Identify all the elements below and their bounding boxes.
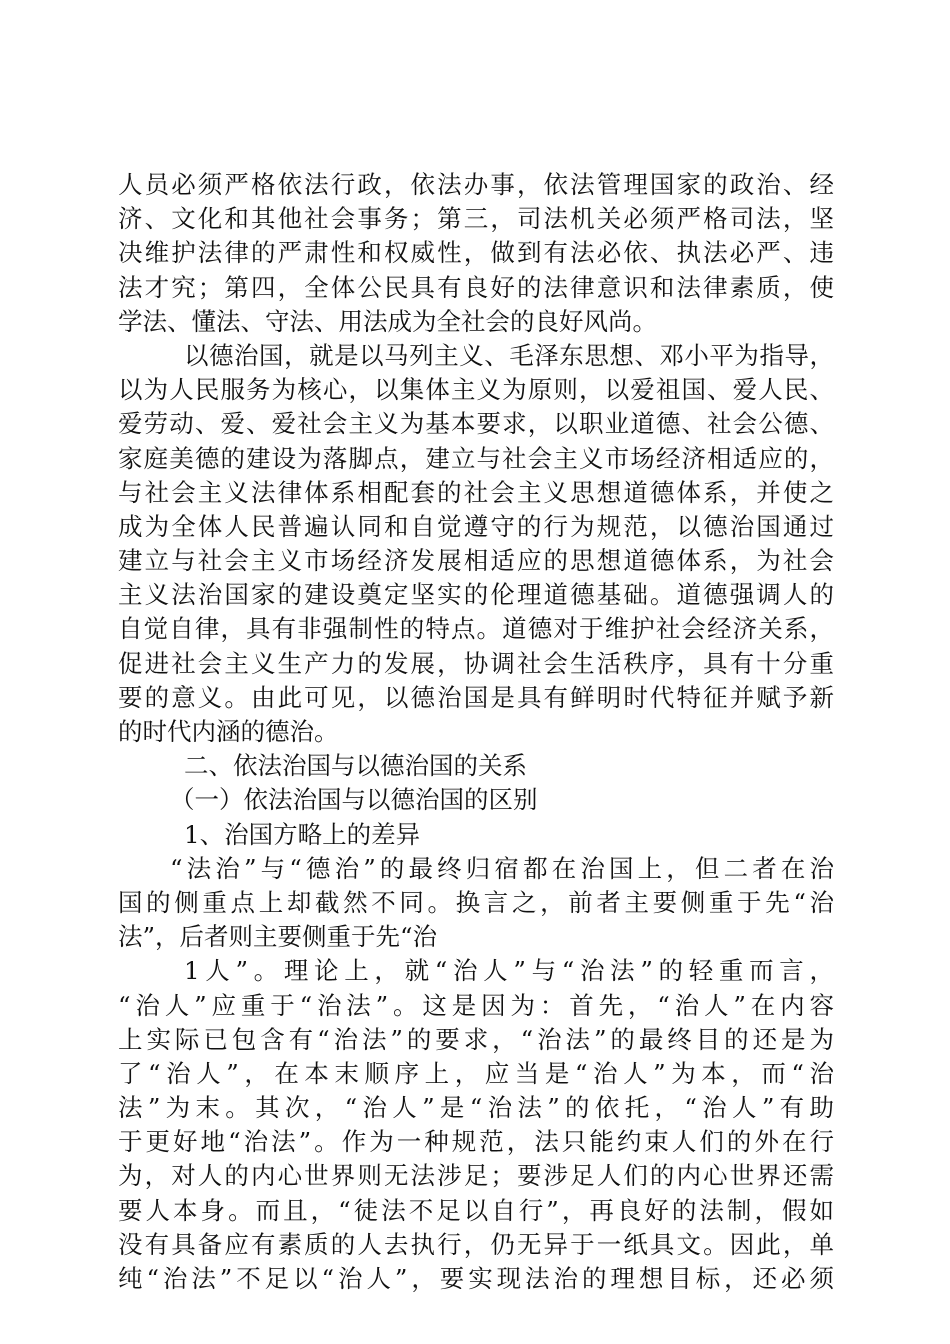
text-line: 法才究；第四，全体公民具有良好的法律意识和法律素质，使: [118, 272, 834, 302]
text-line: 建立与社会主义市场经济发展相适应的思想道德体系，为社会: [118, 546, 834, 576]
text-line: 主义法治国家的建设奠定坚实的伦理道德基础。道德强调人的: [118, 580, 834, 610]
text-line: 以德治国，就是以马列主义、毛泽东思想、邓小平为指导，: [184, 340, 834, 370]
text-line: 法”，后者则主要侧重于先“治: [118, 922, 438, 952]
text-line: 为，对人的内心世界则无法涉足；要涉足人们的内心世界还需: [118, 1161, 834, 1191]
text-line: 国的侧重点上却截然不同。换言之，前者主要侧重于先“治: [118, 887, 834, 917]
text-line: 爱劳动、爱、爱社会主义为基本要求，以职业道德、社会公德、: [118, 409, 834, 439]
text-line: 以为人民服务为核心，以集体主义为原则，以爱祖国、爱人民、: [118, 375, 834, 405]
text-line: 上实际已包含有“治法”的要求，“治法”的最终目的还是为: [118, 1024, 834, 1054]
text-line: 自觉自律，具有非强制性的特点。道德对于维护社会经济关系，: [118, 614, 834, 644]
text-line: 要人本身。而且，“徒法不足以自行”，再良好的法制，假如: [118, 1195, 834, 1225]
text-line: 成为全体人民普遍认同和自觉遵守的行为规范，以德治国通过: [118, 511, 834, 541]
text-line: “法治”与“德治”的最终归宿都在治国上，但二者在治: [170, 853, 834, 883]
text-line: 于更好地“治法”。作为一种规范，法只能约束人们的外在行: [118, 1127, 834, 1157]
text-line: 纯“治法”不足以“治人”，要实现法治的理想目标，还必须: [118, 1264, 834, 1293]
point-heading: 1、治国方略上的差异: [184, 819, 421, 849]
text-line: 没有具备应有素质的人去执行，仍无异于一纸具文。因此，单: [118, 1229, 834, 1259]
text-line: 济、文化和其他社会事务；第三，司法机关必须严格司法，坚: [118, 204, 834, 234]
text-line: 的时代内涵的德治。: [118, 717, 339, 746]
section-heading: 二、依法治国与以德治国的关系: [184, 751, 527, 781]
text-line: 家庭美德的建设为落脚点，建立与社会主义市场经济相适应的，: [118, 443, 834, 473]
text-line: 1人”。理论上，就“治人”与“治法”的轻重而言，: [184, 956, 834, 986]
subsection-heading: （一）依法治国与以德治国的区别: [170, 785, 538, 815]
text-line: 决维护法律的严肃性和权威性，做到有法必依、执法必严、违: [118, 238, 834, 268]
text-line: 学法、懂法、守法、用法成为全社会的良好风尚。: [118, 306, 657, 336]
text-line: 与社会主义法律体系相配套的社会主义思想道德体系，并使之: [118, 477, 834, 507]
text-line: 促进社会主义生产力的发展，协调社会生活秩序，具有十分重: [118, 648, 834, 678]
text-line: 人员必须严格依法行政，依法办事，依法管理国家的政治、经: [118, 170, 834, 199]
text-line: “治人”应重于“治法”。这是因为：首先，“治人”在内容: [118, 990, 834, 1020]
document-body: [118, 168, 834, 1296]
text-line: 法”为末。其次，“治人”是“治法”的依托，“治人”有助: [118, 1093, 834, 1123]
text-line: 要的意义。由此可见，以德治国是具有鲜明时代特征并赋予新: [118, 682, 834, 712]
text-line: 了“治人”，在本末顺序上，应当是“治人”为本，而“治: [118, 1058, 834, 1088]
